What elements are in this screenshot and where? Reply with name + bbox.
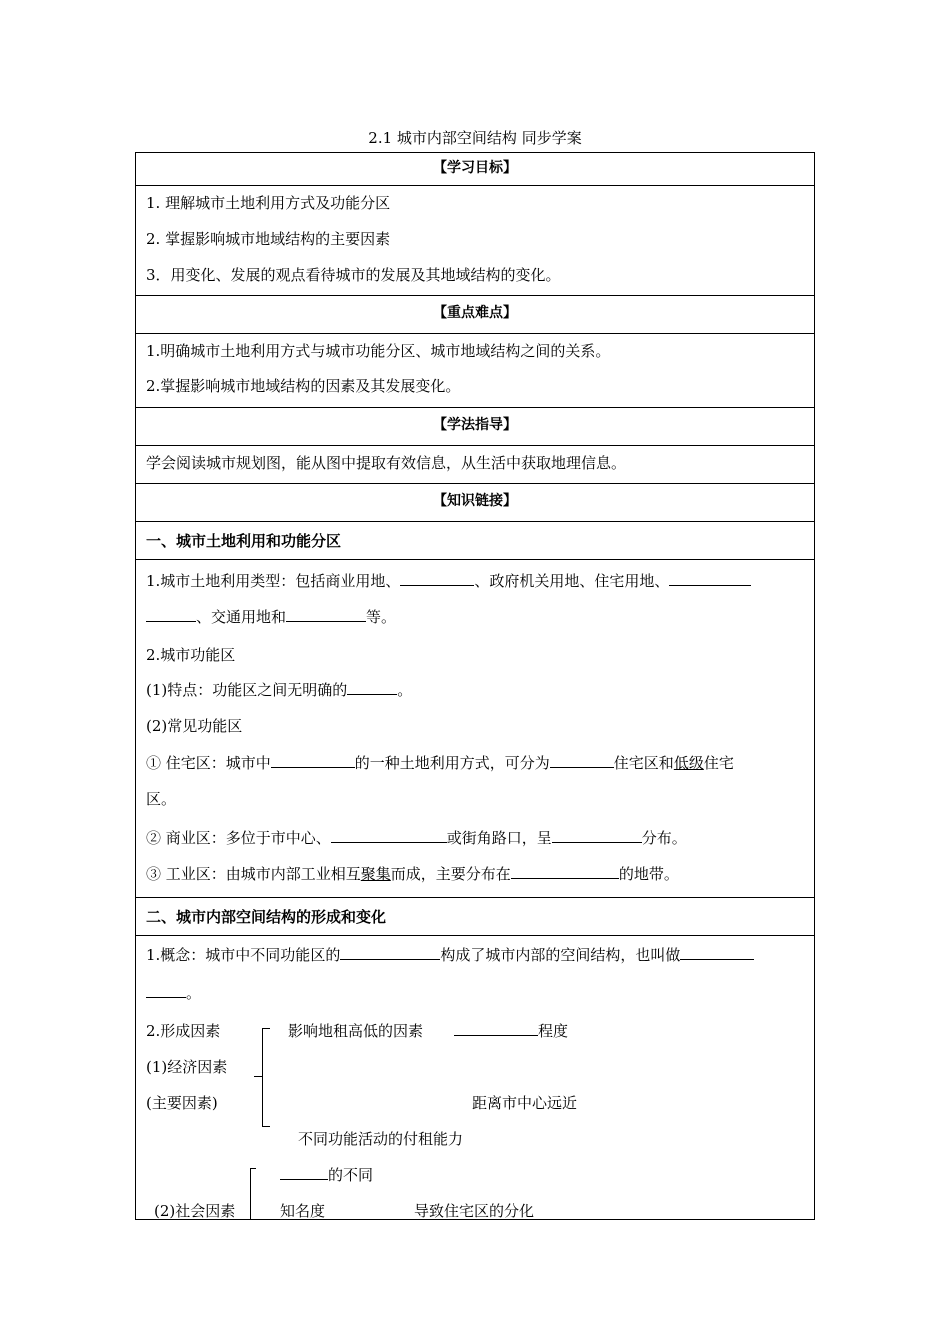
document-title: 2.1 城市内部空间结构 同步学案	[368, 129, 582, 147]
blank	[271, 753, 355, 768]
rent-factor-label: 影响地租高低的因素	[288, 1022, 424, 1040]
social-factor: (2)社会因素	[154, 1202, 236, 1220]
blank	[146, 983, 186, 998]
method-cell	[136, 445, 814, 483]
worksheet-table	[135, 152, 815, 1220]
degree-line: 程度	[454, 1020, 568, 1041]
section2-title-row	[136, 897, 814, 935]
goal-item: 2. 掌握影响城市地域结构的主要因素	[146, 230, 391, 248]
blank	[511, 864, 619, 879]
factors-heading: 2.形成因素	[146, 1022, 221, 1040]
blank	[146, 607, 196, 622]
function-zone-heading: 2.城市功能区	[146, 646, 236, 664]
method-text: 学会阅读城市规划图，能从图中提取有效信息，从生活中获取地理信息。	[146, 454, 627, 472]
blank	[680, 945, 754, 960]
goals-header: 【学习目标】	[433, 160, 517, 176]
section2-title: 二、城市内部空间结构的形成和变化	[146, 908, 387, 926]
goal-item: 1. 理解城市土地利用方式及功能分区	[146, 194, 391, 212]
land-use-line-2: 、交通用地和 等。	[146, 606, 396, 627]
economic-brace-top	[262, 1028, 270, 1029]
social-brace-top	[250, 1168, 256, 1169]
section2-content	[136, 935, 814, 1219]
residential-differentiation: 导致住宅区的分化	[414, 1202, 535, 1220]
rent-capacity-label: 不同功能活动的付租能力	[298, 1130, 464, 1148]
section1-content	[136, 559, 814, 897]
economic-brace-mid	[254, 1076, 262, 1077]
economic-brace-bottom	[262, 1126, 270, 1127]
blank	[552, 828, 642, 843]
method-header: 【学法指导】	[136, 407, 814, 445]
blank	[280, 1165, 328, 1180]
social-brace	[250, 1168, 251, 1220]
economic-brace	[262, 1028, 263, 1126]
blank	[286, 607, 366, 622]
key-point-item: 1.明确城市土地利用方式与城市功能分区、城市地域结构之间的关系。	[146, 342, 611, 360]
residential-line: ① 住宅区：城市中 的一种土地利用方式，可分为 住宅区和低级住宅	[146, 754, 734, 772]
economic-factor: (1)经济因素	[146, 1058, 228, 1076]
key-points-cell	[136, 333, 814, 407]
blank	[400, 571, 474, 586]
concept-line: 1.概念：城市中不同功能区的 构成了城市内部的空间结构，也叫做	[146, 944, 754, 965]
economic-main: (主要因素)	[146, 1094, 218, 1112]
blank	[340, 945, 440, 960]
key-points-header: 【重点难点】	[136, 295, 814, 333]
blank	[331, 828, 447, 843]
distance-label: 距离市中心远近	[472, 1094, 578, 1112]
blank	[454, 1021, 538, 1036]
difference-line: 的不同	[280, 1164, 373, 1185]
residential-line-2: 区。	[146, 790, 177, 808]
concept-line-2: 。	[146, 982, 201, 1003]
industrial-line: ③ 工业区：由城市内部工业相互聚集而成，主要分布在 的地带。	[146, 865, 679, 883]
feature-line: (1)特点：功能区之间无明确的 。	[146, 681, 413, 699]
common-zones-heading: (2)常见功能区	[146, 717, 243, 735]
land-use-line: 1.城市土地利用类型：包括商业用地、 、政府机关用地、住宅用地、	[146, 570, 751, 591]
goals-cell	[136, 185, 814, 295]
section1-title-row	[136, 521, 814, 559]
section1-title: 一、城市土地利用和功能分区	[146, 532, 342, 550]
blank	[550, 753, 614, 768]
blank	[669, 571, 751, 586]
goal-item: 3．用变化、发展的观点看待城市的发展及其地域结构的变化。	[146, 266, 561, 284]
links-header: 【知识链接】	[136, 483, 814, 521]
commercial-line: ② 商业区：多位于市中心、 或街角路口，呈 分布。	[146, 829, 687, 847]
fame-label: 知名度	[280, 1202, 326, 1220]
key-point-item: 2.掌握影响城市地域结构的因素及其发展变化。	[146, 377, 461, 395]
blank	[347, 680, 397, 695]
